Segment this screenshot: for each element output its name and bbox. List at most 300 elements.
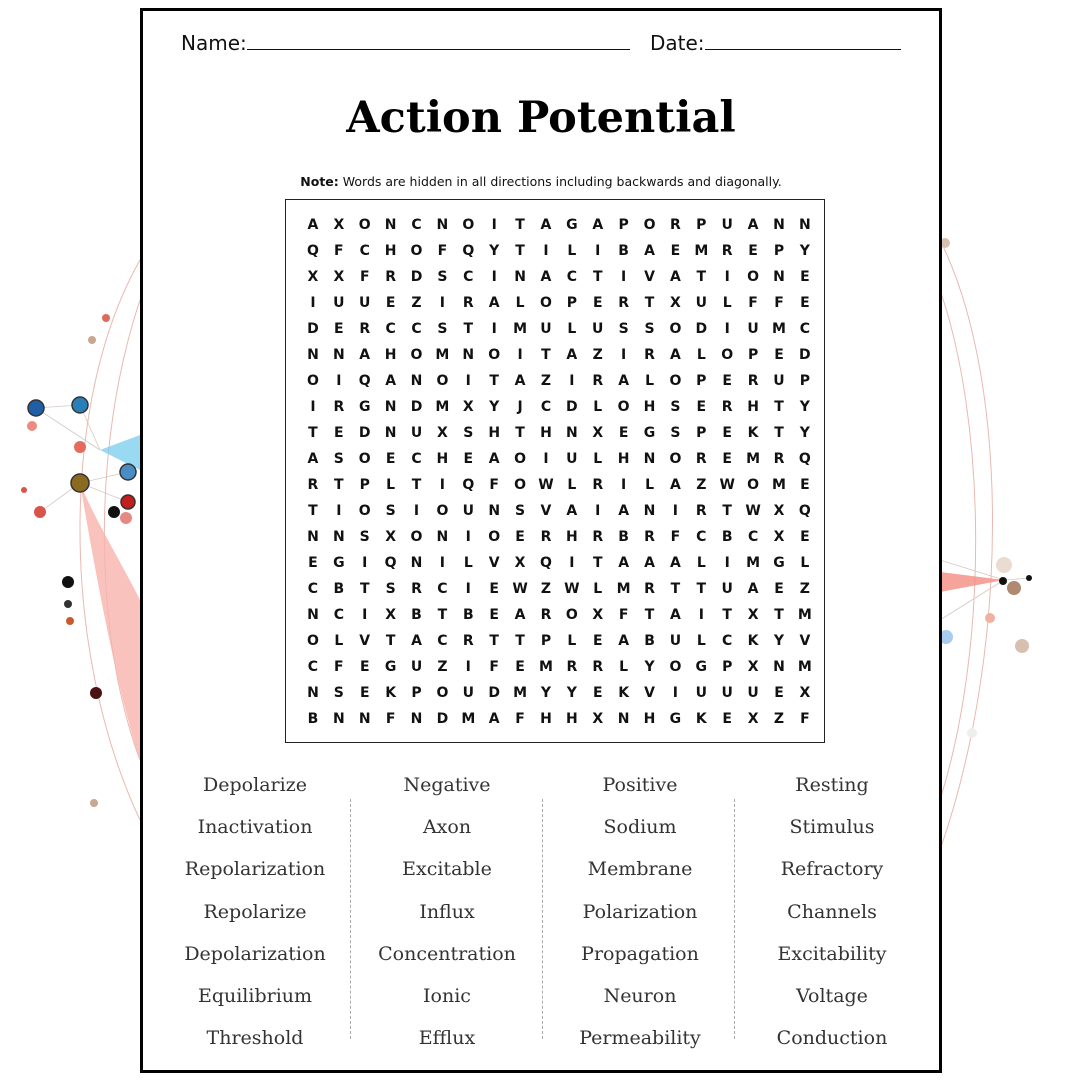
grid-letter[interactable]: F <box>334 659 344 675</box>
grid-letter[interactable]: T <box>670 581 681 597</box>
grid-letter[interactable]: D <box>410 399 423 415</box>
grid-letter[interactable]: C <box>437 581 448 597</box>
grid-letter[interactable]: K <box>747 633 759 649</box>
grid-letter[interactable]: T <box>359 581 370 597</box>
grid-letter[interactable]: P <box>359 477 370 493</box>
grid-letter[interactable]: K <box>695 711 707 727</box>
grid-letter[interactable]: A <box>411 633 422 649</box>
grid-letter[interactable]: S <box>515 503 526 519</box>
grid-letter[interactable]: H <box>643 399 656 415</box>
grid-letter[interactable]: I <box>336 503 342 519</box>
grid-letter[interactable]: M <box>694 243 709 259</box>
grid-letter[interactable]: Z <box>773 711 785 727</box>
grid-letter[interactable]: N <box>643 503 656 519</box>
grid-letter[interactable]: G <box>384 659 397 675</box>
grid-letter[interactable]: I <box>310 399 316 415</box>
grid-letter[interactable]: F <box>748 295 758 311</box>
grid-letter[interactable]: N <box>307 685 319 701</box>
grid-letter[interactable]: H <box>565 529 578 545</box>
grid-letter[interactable]: N <box>617 711 630 727</box>
grid-letter[interactable]: T <box>541 347 551 363</box>
grid-letter[interactable]: N <box>332 347 345 363</box>
grid-letter[interactable]: U <box>462 503 474 519</box>
grid-letter[interactable]: Z <box>540 373 552 389</box>
grid-letter[interactable]: M <box>538 659 553 675</box>
grid-letter[interactable]: N <box>799 217 811 233</box>
grid-letter[interactable]: F <box>774 295 784 311</box>
grid-letter[interactable]: I <box>672 503 679 519</box>
grid-letter[interactable]: S <box>670 425 681 441</box>
grid-letter[interactable]: I <box>491 269 497 285</box>
grid-letter[interactable]: F <box>670 529 681 545</box>
grid-letter[interactable]: N <box>384 425 397 441</box>
grid-letter[interactable]: N <box>307 529 319 545</box>
grid-letter[interactable]: P <box>411 685 422 701</box>
grid-letter[interactable]: R <box>644 529 655 545</box>
grid-letter[interactable]: A <box>669 269 681 285</box>
grid-letter[interactable]: N <box>384 217 397 233</box>
grid-letter[interactable]: A <box>488 295 500 311</box>
grid-letter[interactable]: Q <box>798 503 811 519</box>
grid-letter[interactable]: O <box>669 659 682 675</box>
grid-letter[interactable]: F <box>489 477 499 493</box>
grid-letter[interactable]: W <box>564 581 580 597</box>
grid-letter[interactable]: E <box>334 321 344 337</box>
grid-letter[interactable]: L <box>696 347 706 363</box>
grid-letter[interactable]: C <box>540 399 552 415</box>
grid-letter[interactable]: B <box>618 529 629 545</box>
grid-letter[interactable]: Q <box>384 555 397 571</box>
grid-letter[interactable]: C <box>799 321 810 337</box>
grid-letter[interactable]: O <box>643 217 656 233</box>
grid-letter[interactable]: O <box>488 529 501 545</box>
grid-letter[interactable]: D <box>695 321 708 337</box>
grid-letter[interactable]: S <box>618 321 629 337</box>
grid-letter[interactable]: O <box>462 217 475 233</box>
grid-letter[interactable]: A <box>618 633 630 649</box>
grid-letter[interactable]: L <box>593 399 603 415</box>
grid-letter[interactable]: T <box>463 321 474 337</box>
grid-letter[interactable]: N <box>436 217 449 233</box>
grid-letter[interactable]: L <box>567 477 577 493</box>
grid-letter[interactable]: F <box>359 269 370 285</box>
grid-letter[interactable]: N <box>410 711 423 727</box>
grid-letter[interactable]: R <box>592 373 604 389</box>
grid-letter[interactable]: L <box>696 555 706 571</box>
grid-letter[interactable]: N <box>565 425 578 441</box>
grid-letter[interactable]: I <box>621 477 627 493</box>
grid-letter[interactable]: T <box>411 477 422 493</box>
grid-letter[interactable]: U <box>410 425 423 441</box>
grid-letter[interactable]: Q <box>462 243 475 259</box>
grid-letter[interactable]: P <box>696 217 707 233</box>
grid-letter[interactable]: U <box>747 321 759 337</box>
grid-letter[interactable]: L <box>645 373 654 389</box>
grid-letter[interactable]: K <box>747 425 759 441</box>
grid-letter[interactable]: A <box>488 711 500 727</box>
grid-letter[interactable]: P <box>696 373 707 389</box>
grid-letter[interactable]: R <box>462 633 474 649</box>
grid-letter[interactable]: X <box>670 295 681 311</box>
name-blank-line[interactable] <box>247 31 630 50</box>
grid-letter[interactable]: E <box>463 451 474 467</box>
grid-letter[interactable]: S <box>359 529 370 545</box>
grid-letter[interactable]: E <box>334 425 344 441</box>
grid-letter[interactable]: T <box>515 425 525 441</box>
grid-letter[interactable]: T <box>592 555 603 571</box>
grid-letter[interactable]: O <box>410 347 423 363</box>
grid-letter[interactable]: X <box>592 607 604 623</box>
grid-letter[interactable]: K <box>385 685 397 701</box>
grid-letter[interactable]: N <box>358 711 371 727</box>
grid-letter[interactable]: I <box>543 243 549 259</box>
grid-letter[interactable]: Y <box>540 685 552 701</box>
grid-letter[interactable]: E <box>592 685 603 701</box>
grid-letter[interactable]: T <box>774 607 784 623</box>
grid-letter[interactable]: P <box>799 373 810 389</box>
grid-letter[interactable]: P <box>747 347 759 363</box>
grid-letter[interactable]: W <box>745 503 761 519</box>
grid-letter[interactable]: Z <box>799 581 810 597</box>
grid-letter[interactable]: O <box>514 477 527 493</box>
grid-letter[interactable]: E <box>489 581 499 597</box>
grid-letter[interactable]: I <box>724 269 730 285</box>
grid-letter[interactable]: E <box>722 425 732 441</box>
grid-letter[interactable]: N <box>410 373 423 389</box>
grid-letter[interactable]: E <box>748 243 758 259</box>
grid-letter[interactable]: I <box>362 555 368 571</box>
grid-letter[interactable]: A <box>307 217 319 233</box>
grid-letter[interactable]: A <box>644 555 655 571</box>
grid-letter[interactable]: L <box>567 633 577 649</box>
grid-letter[interactable]: O <box>747 269 760 285</box>
grid-letter[interactable]: E <box>722 451 732 467</box>
grid-letter[interactable]: R <box>592 477 604 493</box>
grid-letter[interactable]: I <box>621 347 627 363</box>
grid-letter[interactable]: T <box>489 633 499 649</box>
grid-letter[interactable]: A <box>618 503 630 519</box>
grid-letter[interactable]: U <box>410 659 423 675</box>
grid-letter[interactable]: G <box>643 425 656 441</box>
grid-letter[interactable]: J <box>517 399 523 415</box>
grid-letter[interactable]: N <box>773 217 785 233</box>
grid-letter[interactable]: E <box>385 295 396 311</box>
grid-letter[interactable]: L <box>645 477 654 493</box>
grid-letter[interactable]: P <box>618 217 629 233</box>
grid-letter[interactable]: X <box>799 685 811 701</box>
grid-letter[interactable]: H <box>617 451 630 467</box>
grid-letter[interactable]: I <box>569 373 575 389</box>
grid-letter[interactable]: S <box>437 321 448 337</box>
grid-letter[interactable]: W <box>538 477 554 493</box>
grid-letter[interactable]: S <box>333 685 344 701</box>
date-blank-line[interactable] <box>705 31 901 50</box>
grid-letter[interactable]: L <box>722 295 732 311</box>
grid-letter[interactable]: N <box>384 399 397 415</box>
grid-letter[interactable]: I <box>465 373 471 389</box>
grid-letter[interactable]: A <box>540 217 552 233</box>
grid-letter[interactable]: N <box>773 659 785 675</box>
grid-letter[interactable]: A <box>592 217 604 233</box>
grid-letter[interactable]: U <box>721 685 733 701</box>
grid-letter[interactable]: I <box>336 373 342 389</box>
grid-letter[interactable]: M <box>435 347 450 363</box>
grid-letter[interactable]: O <box>669 373 682 389</box>
grid-letter[interactable]: E <box>800 529 810 545</box>
grid-letter[interactable]: C <box>333 607 344 623</box>
grid-letter[interactable]: A <box>566 503 578 519</box>
grid-letter[interactable]: U <box>566 451 578 467</box>
grid-letter[interactable]: Q <box>540 555 552 571</box>
grid-letter[interactable]: H <box>540 425 552 441</box>
grid-letter[interactable]: T <box>515 633 525 649</box>
grid-letter[interactable]: A <box>514 373 526 389</box>
grid-letter[interactable]: C <box>307 581 319 597</box>
grid-letter[interactable]: O <box>747 477 760 493</box>
grid-letter[interactable]: V <box>644 269 655 285</box>
grid-letter[interactable]: X <box>462 399 474 415</box>
grid-letter[interactable]: I <box>362 607 368 623</box>
grid-letter[interactable]: L <box>696 633 706 649</box>
grid-letter[interactable]: S <box>385 581 396 597</box>
grid-letter[interactable]: F <box>618 607 629 623</box>
grid-letter[interactable]: R <box>644 347 655 363</box>
grid-letter[interactable]: E <box>800 295 810 311</box>
grid-letter[interactable]: L <box>463 555 473 571</box>
grid-letter[interactable]: B <box>721 529 733 545</box>
grid-letter[interactable]: I <box>491 217 497 233</box>
grid-letter[interactable]: T <box>334 477 344 493</box>
grid-letter[interactable]: B <box>411 607 422 623</box>
grid-letter[interactable]: I <box>517 347 523 363</box>
grid-letter[interactable]: X <box>333 217 345 233</box>
grid-letter[interactable]: O <box>540 295 552 311</box>
grid-letter[interactable]: M <box>616 581 631 597</box>
grid-letter[interactable]: R <box>592 659 604 675</box>
grid-letter[interactable]: B <box>644 633 655 649</box>
grid-letter[interactable]: N <box>773 269 785 285</box>
grid-letter[interactable]: F <box>489 659 499 675</box>
grid-letter[interactable]: O <box>488 347 501 363</box>
grid-letter[interactable]: A <box>618 373 630 389</box>
grid-letter[interactable]: O <box>306 633 319 649</box>
grid-letter[interactable]: A <box>669 555 681 571</box>
grid-letter[interactable]: Q <box>358 373 371 389</box>
grid-letter[interactable]: D <box>566 399 578 415</box>
grid-letter[interactable]: S <box>644 321 655 337</box>
grid-letter[interactable]: O <box>514 451 527 467</box>
grid-letter[interactable]: M <box>746 451 761 467</box>
grid-letter[interactable]: X <box>747 711 759 727</box>
grid-letter[interactable]: X <box>514 555 526 571</box>
grid-letter[interactable]: D <box>436 711 449 727</box>
grid-letter[interactable]: C <box>411 321 422 337</box>
grid-letter[interactable]: T <box>385 633 396 649</box>
grid-letter[interactable]: E <box>592 295 603 311</box>
grid-letter[interactable]: Y <box>799 399 810 415</box>
grid-letter[interactable]: A <box>540 269 552 285</box>
grid-letter[interactable]: X <box>437 425 448 441</box>
grid-letter[interactable]: Z <box>540 581 552 597</box>
grid-letter[interactable]: E <box>308 555 318 571</box>
grid-letter[interactable]: R <box>566 659 578 675</box>
grid-letter[interactable]: N <box>307 347 319 363</box>
grid-letter[interactable]: U <box>359 295 371 311</box>
grid-letter[interactable]: H <box>384 347 397 363</box>
grid-letter[interactable]: V <box>540 503 552 519</box>
grid-letter[interactable]: O <box>565 607 578 623</box>
grid-letter[interactable]: M <box>797 607 812 623</box>
grid-letter[interactable]: E <box>774 685 784 701</box>
grid-letter[interactable]: R <box>721 399 733 415</box>
grid-letter[interactable]: Z <box>696 477 707 493</box>
grid-letter[interactable]: Z <box>437 659 448 675</box>
grid-letter[interactable]: R <box>540 529 552 545</box>
grid-letter[interactable]: X <box>592 425 604 441</box>
grid-letter[interactable]: V <box>359 633 371 649</box>
grid-letter[interactable]: D <box>358 425 371 441</box>
grid-letter[interactable]: U <box>669 633 682 649</box>
grid-letter[interactable]: M <box>797 659 812 675</box>
grid-letter[interactable]: M <box>435 399 450 415</box>
grid-letter[interactable]: O <box>436 503 449 519</box>
grid-letter[interactable]: N <box>410 555 423 571</box>
grid-letter[interactable]: O <box>436 373 449 389</box>
grid-letter[interactable]: O <box>617 399 630 415</box>
grid-letter[interactable]: O <box>721 347 734 363</box>
grid-letter[interactable]: Z <box>592 347 603 363</box>
date-field[interactable] <box>650 31 901 55</box>
grid-letter[interactable]: T <box>515 243 525 259</box>
grid-letter[interactable]: S <box>463 425 474 441</box>
grid-letter[interactable]: T <box>696 269 707 285</box>
grid-letter[interactable]: O <box>358 217 371 233</box>
grid-letter[interactable]: W <box>512 581 528 597</box>
grid-letter[interactable]: I <box>672 685 679 701</box>
grid-letter[interactable]: C <box>722 633 733 649</box>
grid-letter[interactable]: R <box>721 243 733 259</box>
grid-letter[interactable]: G <box>773 555 785 571</box>
grid-letter[interactable]: Y <box>799 425 810 441</box>
grid-letter[interactable]: R <box>618 295 630 311</box>
grid-letter[interactable]: T <box>592 269 603 285</box>
grid-letter[interactable]: C <box>359 243 370 259</box>
grid-letter[interactable]: N <box>514 269 526 285</box>
grid-letter[interactable]: V <box>488 555 500 571</box>
grid-letter[interactable]: X <box>307 269 319 285</box>
grid-letter[interactable]: X <box>333 269 345 285</box>
grid-letter[interactable]: Y <box>489 399 500 415</box>
grid-letter[interactable]: I <box>698 607 704 623</box>
grid-letter[interactable]: T <box>722 607 732 623</box>
grid-letter[interactable]: Y <box>566 685 577 701</box>
grid-letter[interactable]: E <box>774 581 784 597</box>
grid-letter[interactable]: X <box>592 711 604 727</box>
grid-letter[interactable]: D <box>799 347 811 363</box>
grid-letter[interactable]: U <box>540 321 552 337</box>
grid-letter[interactable]: K <box>618 685 630 701</box>
grid-letter[interactable]: G <box>695 659 708 675</box>
grid-letter[interactable]: P <box>722 659 733 675</box>
grid-letter[interactable]: R <box>333 399 345 415</box>
grid-letter[interactable]: B <box>307 711 319 727</box>
grid-letter[interactable]: F <box>515 711 525 727</box>
grid-letter[interactable]: A <box>618 555 630 571</box>
grid-letter[interactable]: R <box>695 451 707 467</box>
grid-letter[interactable]: X <box>747 607 759 623</box>
grid-letter[interactable]: U <box>747 685 759 701</box>
grid-letter[interactable]: E <box>618 425 629 441</box>
grid-letter[interactable]: R <box>695 503 707 519</box>
grid-letter[interactable]: N <box>488 503 501 519</box>
grid-letter[interactable]: O <box>358 503 371 519</box>
grid-letter[interactable]: O <box>669 451 682 467</box>
grid-letter[interactable]: N <box>307 607 319 623</box>
grid-letter[interactable]: P <box>566 295 577 311</box>
grid-letter[interactable]: Y <box>489 243 500 259</box>
grid-letter[interactable]: X <box>385 529 397 545</box>
grid-letter[interactable]: C <box>411 217 422 233</box>
grid-letter[interactable]: I <box>439 477 445 493</box>
grid-letter[interactable]: R <box>644 581 655 597</box>
grid-letter[interactable]: R <box>462 295 474 311</box>
grid-letter[interactable]: I <box>465 529 471 545</box>
grid-letter[interactable]: E <box>722 711 732 727</box>
grid-letter[interactable]: I <box>491 321 497 337</box>
grid-letter[interactable]: U <box>333 295 345 311</box>
grid-letter[interactable]: I <box>439 555 445 571</box>
grid-letter[interactable]: T <box>774 399 784 415</box>
grid-letter[interactable]: R <box>385 269 396 285</box>
grid-letter[interactable]: R <box>540 607 552 623</box>
grid-letter[interactable]: L <box>800 555 810 571</box>
grid-letter[interactable]: X <box>747 659 759 675</box>
grid-letter[interactable]: G <box>358 399 371 415</box>
grid-letter[interactable]: E <box>800 269 810 285</box>
grid-letter[interactable]: O <box>669 321 682 337</box>
grid-letter[interactable]: E <box>696 399 707 415</box>
grid-letter[interactable]: A <box>514 607 526 623</box>
grid-letter[interactable]: U <box>721 217 733 233</box>
grid-letter[interactable]: L <box>593 581 603 597</box>
grid-letter[interactable]: N <box>436 529 449 545</box>
grid-letter[interactable]: V <box>799 633 811 649</box>
grid-letter[interactable]: E <box>489 607 499 623</box>
grid-letter[interactable]: O <box>410 529 423 545</box>
grid-letter[interactable]: N <box>462 347 475 363</box>
grid-letter[interactable]: Y <box>644 659 655 675</box>
grid-letter[interactable]: U <box>773 373 785 389</box>
grid-letter[interactable]: U <box>721 581 733 597</box>
grid-letter[interactable]: M <box>746 555 761 571</box>
grid-letter[interactable]: Q <box>462 477 475 493</box>
grid-letter[interactable]: T <box>774 425 784 441</box>
grid-letter[interactable]: O <box>410 243 423 259</box>
grid-letter[interactable]: E <box>515 659 525 675</box>
grid-letter[interactable]: C <box>437 633 448 649</box>
grid-letter[interactable]: I <box>465 581 471 597</box>
grid-letter[interactable]: T <box>515 217 525 233</box>
grid-letter[interactable]: P <box>540 633 552 649</box>
grid-letter[interactable]: H <box>540 711 552 727</box>
grid-letter[interactable]: H <box>488 425 501 441</box>
grid-letter[interactable]: B <box>618 243 629 259</box>
grid-letter[interactable]: E <box>359 659 370 675</box>
grid-letter[interactable]: R <box>359 321 371 337</box>
grid-letter[interactable]: H <box>747 399 759 415</box>
grid-letter[interactable]: I <box>595 243 601 259</box>
grid-letter[interactable]: E <box>515 529 525 545</box>
